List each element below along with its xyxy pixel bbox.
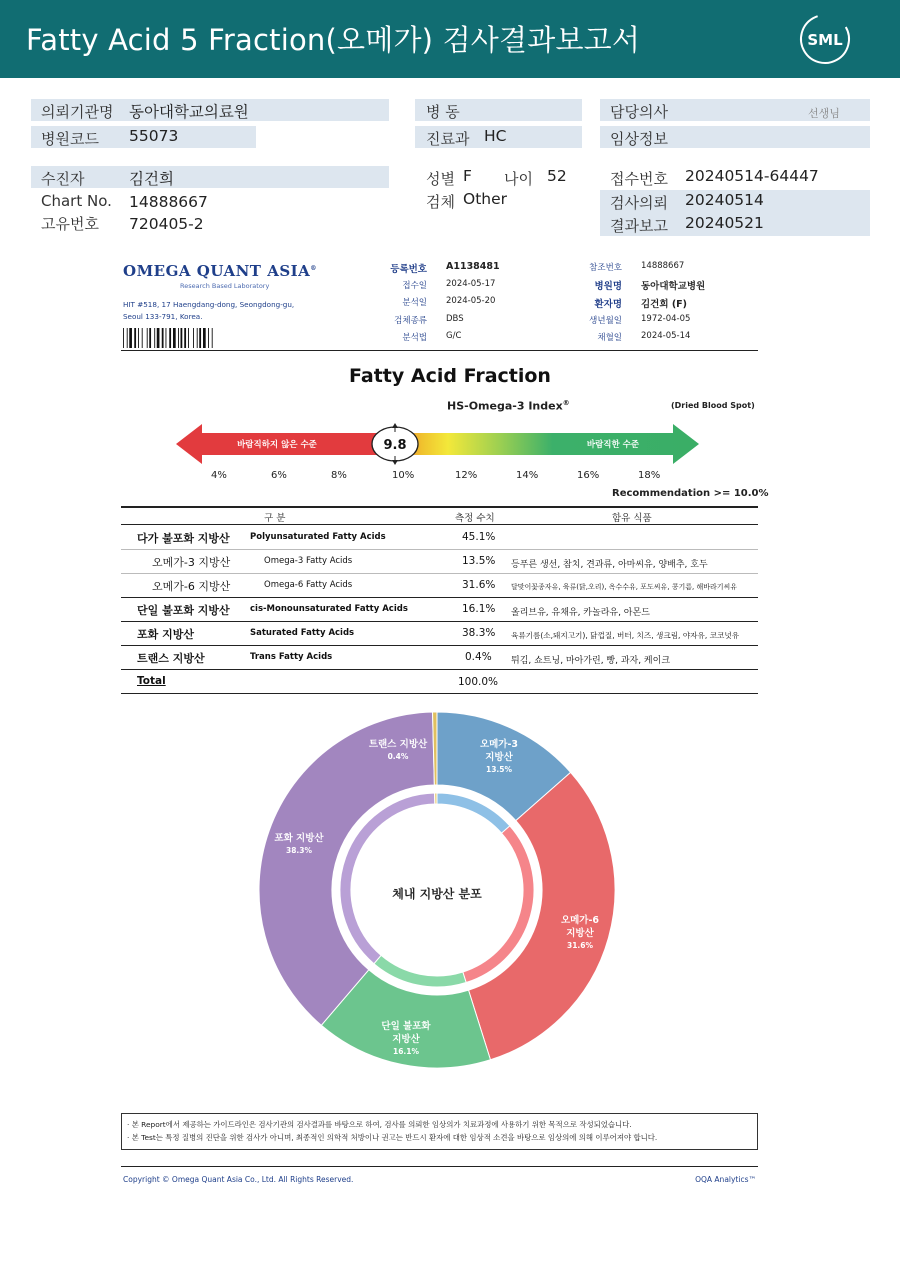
barcode-bar (199, 328, 201, 348)
row-rule (121, 549, 758, 550)
row-kor: 오메가-6 지방산 (152, 580, 231, 593)
barcode (123, 328, 243, 348)
request-value: 20240514 (685, 191, 764, 209)
sex-label: 성별 (426, 170, 455, 188)
method-value: G/C (446, 331, 462, 341)
anal-value: 2024-05-20 (446, 296, 496, 306)
gauge-tick: 16% (577, 470, 600, 481)
col-header-value: 측정 수치 (455, 513, 495, 524)
table-top-rule (121, 506, 758, 508)
row-rule (121, 621, 758, 622)
barcode-bar (127, 328, 128, 348)
gauge-tick: 8% (331, 470, 347, 481)
barcode-bar (147, 328, 148, 348)
barcode-bar (181, 328, 183, 348)
row-kor: 단일 불포화 지방산 (137, 604, 230, 617)
oqa-address-line2: Seoul 133-791, Korea. (123, 312, 203, 321)
row-value: 38.3% (462, 627, 496, 639)
fatty-acid-title: Fatty Acid Fraction (349, 365, 551, 387)
barcode-bar (154, 328, 155, 348)
row-eng: Polyunsaturated Fatty Acids (250, 532, 386, 542)
institution-label: 의뢰기관명 (41, 103, 114, 121)
coll-value: 2024-05-14 (641, 331, 691, 341)
coll-label: 채혈일 (597, 333, 622, 343)
row-value: 13.5% (462, 555, 496, 567)
row-rule (121, 645, 758, 646)
barcode-bar (197, 328, 198, 348)
method-label: 분석법 (402, 333, 427, 343)
report-title: Fatty Acid 5 Fraction(오메가) 검사결과보고서 (26, 23, 641, 57)
clinical-label: 임상정보 (610, 130, 668, 148)
dept-label: 진료과 (426, 130, 470, 148)
gauge-tick: 4% (211, 470, 227, 481)
barcode-bar (188, 328, 189, 348)
doctor-suffix: 선생님 (808, 107, 840, 120)
recommendation: Recommendation >= 10.0% (612, 488, 769, 499)
recv-value: 2024-05-17 (446, 279, 496, 289)
institution-value: 동아대학교의료원 (129, 103, 249, 121)
row-eng: Trans Fatty Acids (250, 652, 333, 662)
dob-label: 생년월일 (589, 316, 622, 326)
row-value: 16.1% (462, 603, 496, 615)
row-kor: 포화 지방산 (137, 628, 194, 641)
row-rule (121, 669, 758, 670)
barcode-bar (162, 328, 164, 348)
row-kor: 트랜스 지방산 (137, 652, 205, 665)
hosp-value: 동아대학교병원 (641, 281, 706, 292)
barcode-bar (173, 328, 176, 348)
row-food: 튀김, 쇼트닝, 마아가린, 빵, 과자, 케이크 (511, 656, 671, 666)
donut-label-omega3: 오메가-3 지방산 13.5% (479, 739, 519, 774)
patient-value: 김건희 (129, 170, 174, 188)
copyright: Copyright © Omega Quant Asia Co., Ltd. All Rights Reserved. (123, 1175, 354, 1184)
row-total-value: 100.0% (458, 676, 499, 688)
row-kor: 다가 불포화 지방산 (137, 532, 230, 545)
barcode-bar (208, 328, 209, 348)
dob-value: 1972-04-05 (641, 314, 691, 324)
disclaimer-line: · 본 Report에서 제공하는 가이드라인은 검사기관의 검사결과를 바탕으로 하여, 검사를 의뢰한 임상의가 치료과정에 사용하기 위한 목적으로 작성되었습니다. (127, 1120, 632, 1129)
barcode-bar (123, 328, 124, 348)
barcode-bar (193, 328, 194, 348)
row-food: 올리브유, 유채유, 카놀라유, 아몬드 (511, 608, 650, 618)
row-value: 45.1% (462, 531, 496, 543)
barcode-bar (134, 328, 136, 348)
gauge-right-text: 바람직한 수준 (586, 440, 640, 450)
barcode-bar (129, 328, 132, 348)
reg-no-label: 등록번호 (390, 264, 427, 275)
row-food: 달맞이꽃종자유, 육류(닭,오리), 옥수수유, 포도씨유, 콩기름, 해바라기씨유 (511, 583, 738, 591)
gauge-tick: 6% (271, 470, 287, 481)
ref-value: 14888667 (641, 261, 685, 271)
result-label: 결과보고 (610, 217, 668, 235)
spec-label: 검체종류 (394, 316, 427, 326)
chart-no-value: 14888667 (129, 193, 208, 211)
oqa-address-line1: HIT #518, 17 Haengdang-dong, Seongdong-gu, (123, 300, 295, 309)
sex-value: F (463, 167, 472, 185)
barcode-bar (157, 328, 160, 348)
request-label: 검사의뢰 (610, 194, 668, 212)
footer-rule (121, 1166, 758, 1167)
barcode-bar (166, 328, 167, 348)
patient-label: 수진자 (41, 170, 85, 188)
svg-text:SML: SML (807, 31, 843, 49)
dept-value: HC (484, 127, 507, 145)
ref-label: 참조번호 (589, 263, 622, 273)
barcode-bar (212, 328, 213, 348)
specimen-value: Other (463, 190, 508, 208)
barcode-bar (169, 328, 171, 348)
uid-label: 고유번호 (41, 215, 99, 233)
gauge-tick: 18% (638, 470, 661, 481)
barcode-bar (138, 328, 139, 348)
receipt-value: 20240514-64447 (685, 167, 819, 185)
disclaimer-line: · 본 Test는 특정 질병의 진단을 위한 검사가 아니며, 최종적인 의학적 처방이나 권고는 반드시 환자에 대한 임상적 소견을 바탕으로 임상의에 의해 이루어져야 합니다. (127, 1133, 658, 1142)
barcode-bar (184, 328, 186, 348)
gauge-left-text: 바람직하지 않은 수준 (237, 440, 317, 450)
row-eng: cis-Monounsaturated Fatty Acids (250, 604, 408, 614)
row-value: 31.6% (462, 579, 496, 591)
barcode-bar (149, 328, 151, 348)
gauge-tick: 14% (516, 470, 539, 481)
hospital-code-value: 55073 (129, 127, 179, 145)
sample-type: (Dried Blood Spot) (671, 401, 755, 410)
hs-omega3-title: HS-Omega-3 Index® (447, 399, 570, 413)
recv-label: 접수일 (402, 281, 427, 291)
row-rule (121, 573, 758, 574)
row-rule (121, 597, 758, 598)
row-value: 0.4% (465, 651, 492, 663)
info-row-bg (31, 166, 389, 188)
donut-center-title: 체내 지방산 분포 (392, 887, 482, 901)
oqa-subtitle: Research Based Laboratory (180, 282, 270, 290)
table-header-rule (121, 524, 758, 525)
barcode-bar (142, 328, 143, 348)
table-bottom-rule (121, 693, 758, 694)
gauge-tick: 12% (455, 470, 478, 481)
hospital-code-label: 병원코드 (41, 130, 99, 148)
chart-no-label: Chart No. (41, 192, 112, 210)
reg-no-value: A1138481 (446, 261, 500, 272)
donut-label-trans: 트랜스 지방산 0.4% (368, 739, 428, 761)
row-kor: 오메가-3 지방산 (152, 556, 231, 569)
sml-logo (798, 12, 852, 66)
barcode-bar (203, 328, 206, 348)
hosp-label: 병원명 (594, 281, 622, 292)
disclaimer-box (121, 1113, 758, 1150)
doctor-label: 담당의사 (610, 103, 668, 121)
omega3-index-gauge (170, 418, 705, 470)
row-eng: Omega-6 Fatty Acids (264, 580, 353, 590)
specimen-label: 검체 (426, 193, 455, 211)
row-food: 육류기름(소,돼지고기), 닭껍질, 버터, 치즈, 생크림, 야자유, 코코넛유 (511, 631, 740, 640)
anal-label: 분석일 (402, 298, 427, 308)
row-eng: Saturated Fatty Acids (250, 628, 355, 638)
result-value: 20240521 (685, 214, 764, 232)
age-label: 나이 (504, 170, 533, 188)
col-header-category: 구 분 (264, 513, 286, 524)
pat-label: 환자명 (594, 299, 622, 310)
barcode-bar (178, 328, 179, 348)
donut-label-saturated: 포화 지방산 38.3% (274, 833, 324, 855)
row-food: 등푸른 생선, 참치, 견과류, 아마씨유, 양배추, 호두 (511, 560, 708, 570)
donut-label-mufa: 단일 불포화 지방산 16.1% (381, 1021, 431, 1056)
gauge-value: 9.8 (383, 438, 407, 453)
header-bar (0, 0, 900, 78)
age-value: 52 (547, 167, 567, 185)
pat-value: 김건희 (F) (641, 299, 688, 310)
col-header-food: 함유 식품 (612, 513, 652, 524)
donut-inner-slice-4 (435, 793, 437, 804)
row-total-label: Total (137, 675, 166, 687)
ward-label: 병 동 (426, 103, 460, 121)
oqa-analytics: OQA Analytics™ (695, 1175, 756, 1184)
receipt-label: 접수번호 (610, 170, 668, 188)
gauge-tick: 10% (392, 470, 415, 481)
oqa-logo: OMEGA QUANT ASIA® (123, 262, 317, 280)
row-eng: Omega-3 Fatty Acids (264, 556, 353, 566)
divider (121, 350, 758, 351)
uid-value: 720405-2 (129, 215, 204, 233)
spec-value: DBS (446, 314, 464, 324)
donut-label-omega6: 오메가-6 지방산 31.6% (560, 915, 600, 950)
